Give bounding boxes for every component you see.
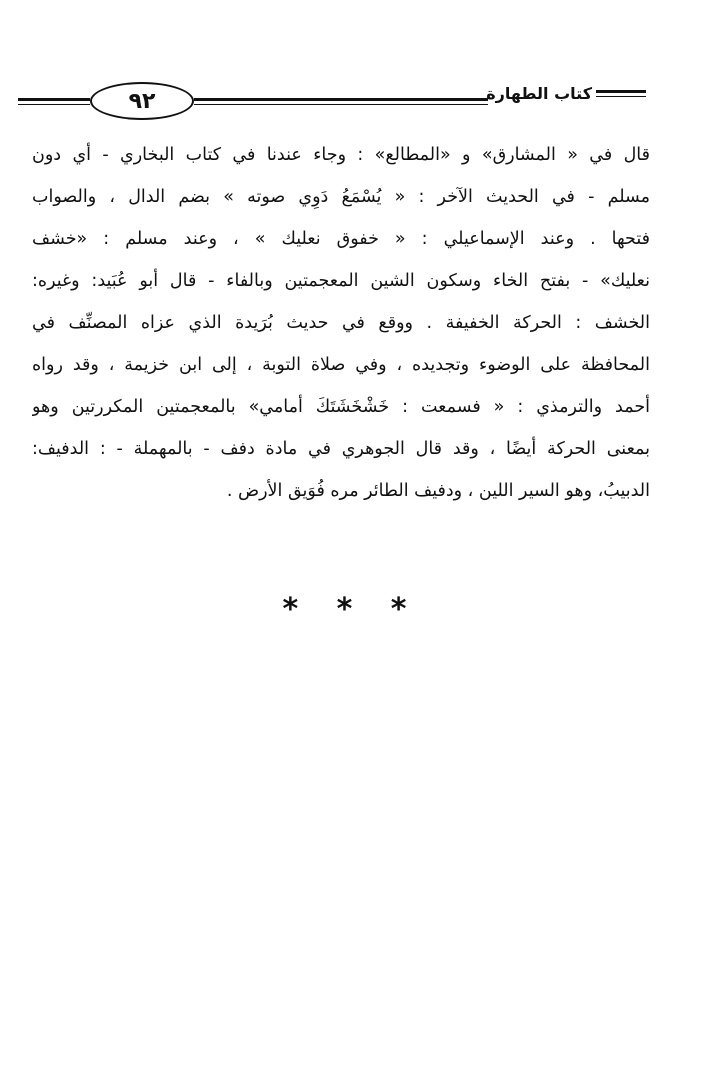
text-line: فتحها . وعند الإسماعيلي : « خفوق نعليك » ، وعند مسلم : «خشف xyxy=(32,229,650,249)
header-rule-middle xyxy=(194,98,488,101)
page-number: ٩٢ xyxy=(90,82,194,120)
section-separator: * * * xyxy=(282,592,421,627)
header-rule-right xyxy=(596,90,646,93)
header-rule-right-thin xyxy=(596,96,646,97)
header-rule-left xyxy=(18,98,90,101)
text-line: الدبيبُ، وهو السير اللين ، ودفيف الطائر مره فُوَيق الأرض . xyxy=(226,481,650,501)
text-line: نعليك» - بفتح الخاء وسكون الشين المعجمتين وبالفاء - قال أبو عُبَيد: وغيره: xyxy=(32,271,650,291)
text-line: مسلم - في الحديث الآخر : « يُسْمَعُ دَوِي صوته » بضم الدال ، والصواب xyxy=(32,187,650,207)
header-rule-middle-thin xyxy=(194,104,488,105)
text-line: قال في « المشارق» و «المطالع» : وجاء عندنا في كتاب البخاري - أي دون xyxy=(32,145,650,165)
text-line: أحمد والترمذي : « فسمعت : خَشْخَشَتَكَ أمامي» بالمعجمتين المكررتين وهو xyxy=(32,397,650,417)
text-line: بمعنى الحركة أيضًا ، وقد قال الجوهري في مادة دفف - بالمهملة - : الدفيف: xyxy=(32,439,650,459)
text-line: الخشف : الحركة الخفيفة . ووقع في حديث بُرَيدة الذي عزاه المصنِّف في xyxy=(32,313,650,333)
header-rule-left-thin xyxy=(18,104,90,105)
body-text xyxy=(32,134,650,512)
page-header xyxy=(18,80,646,124)
book-title: كتاب الطهارة xyxy=(486,84,592,103)
text-line: المحافظة على الوضوء وتجديده ، وفي صلاة التوبة ، إلى ابن خزيمة ، وقد رواه xyxy=(32,355,650,375)
